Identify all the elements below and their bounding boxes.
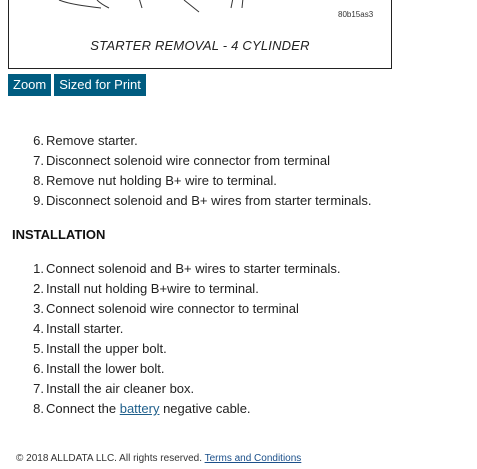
figure-caption: STARTER REMOVAL - 4 CYLINDER (90, 38, 310, 53)
list-item (33, 299, 340, 319)
step-text: Remove starter. (46, 133, 138, 148)
step-number: 7. (33, 381, 44, 396)
figure-button-row (8, 74, 146, 96)
list-item (33, 151, 372, 171)
figure-line-drawing (9, 0, 392, 69)
step-number: 6. (33, 133, 44, 148)
step-text: Connect solenoid wire connector to terminal (46, 301, 299, 316)
step-number: 3. (33, 301, 44, 316)
list-item (33, 379, 340, 399)
zoom-button[interactable]: Zoom (8, 74, 51, 96)
list-item (33, 339, 340, 359)
sized-for-print-button[interactable]: Sized for Print (54, 74, 146, 96)
step-text: Install starter. (46, 321, 124, 336)
step-number: 7. (33, 153, 44, 168)
list-item (33, 191, 372, 211)
step-number: 8. (33, 173, 44, 188)
step-number: 6. (33, 361, 44, 376)
installation-steps-list (33, 259, 341, 419)
step-number: 1. (33, 261, 44, 276)
starter-removal-figure[interactable] (8, 0, 392, 69)
step-number: 4. (33, 321, 44, 336)
step-number: 9. (33, 193, 44, 208)
step-text: Disconnect solenoid wire connector from terminal (46, 153, 330, 168)
list-item (33, 259, 341, 279)
step-text: Remove nut holding B+ wire to terminal. (46, 173, 277, 188)
list-item (33, 359, 340, 379)
step-text-before: Connect the (46, 401, 120, 416)
figure-code: 80b15as3 (338, 10, 374, 19)
step-text: Connect solenoid and B+ wires to starter terminals. (46, 261, 341, 276)
list-item (33, 319, 340, 339)
step-text: Install the upper bolt. (46, 341, 167, 356)
removal-steps-list (33, 131, 372, 211)
step-number: 5. (33, 341, 44, 356)
step-text: Install the lower bolt. (46, 361, 165, 376)
list-item (33, 171, 372, 191)
list-item (33, 131, 372, 151)
step-text: Disconnect solenoid and B+ wires from starter terminals. (46, 193, 372, 208)
terms-and-conditions-link[interactable]: Terms and Conditions (204, 453, 302, 464)
battery-link[interactable]: battery (119, 401, 160, 416)
step-text: Install nut holding B+wire to terminal. (46, 281, 259, 296)
footer (16, 453, 301, 464)
step-text: Install the air cleaner box. (46, 381, 195, 396)
step-number: 2. (33, 281, 44, 296)
installation-heading: INSTALLATION (12, 227, 106, 242)
step-number: 8. (33, 401, 44, 416)
list-item (33, 399, 340, 419)
list-item (33, 279, 340, 299)
step-text-after: negative cable. (159, 401, 251, 416)
copyright-text: © 2018 ALLDATA LLC. All rights reserved. (16, 453, 202, 464)
